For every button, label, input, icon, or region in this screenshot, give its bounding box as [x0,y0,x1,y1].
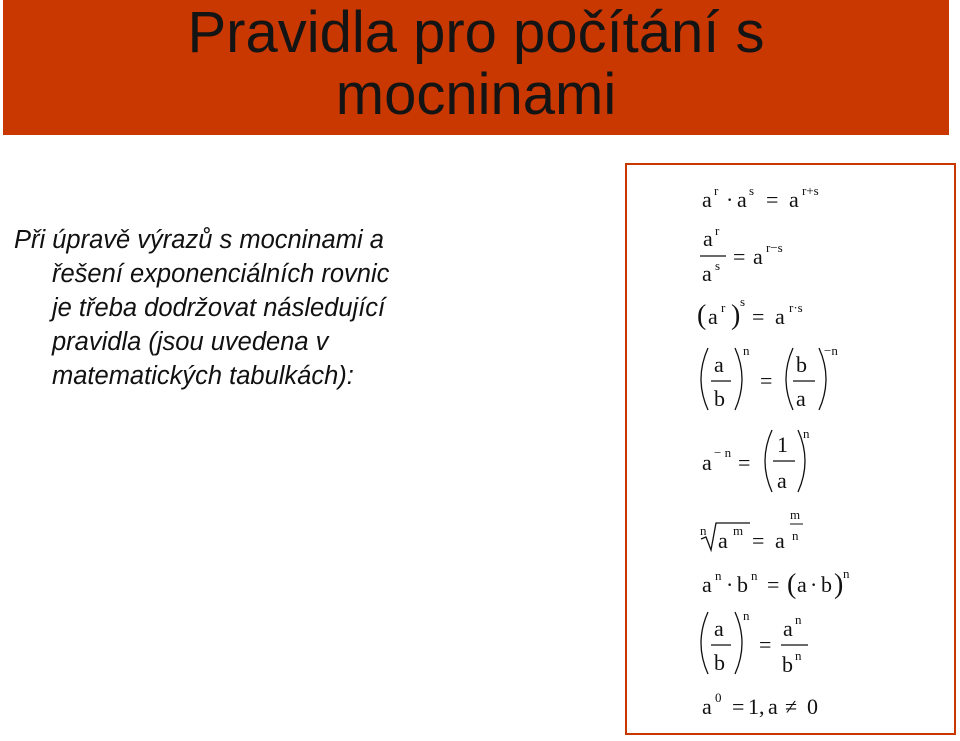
intro-line: matematických tabulkách): [52,362,354,390]
exponent: s [740,294,746,309]
equals-sign: = [738,450,751,475]
base: a [775,528,785,553]
rule-negative-exponent [702,426,810,493]
slide-title [3,0,949,137]
dot-operator: · [726,187,734,212]
exponent: n [743,343,750,358]
denominator: a [702,261,712,286]
base: a [702,694,712,719]
dot-operator: · [810,572,818,597]
denominator: b [782,652,793,677]
equals-sign: = [767,572,780,597]
intro-line: řešení exponenciálních rovnic [52,260,390,288]
numerator: a [783,616,793,641]
denominator: b [714,386,725,411]
right-paren: ) [834,569,844,600]
base: a [702,572,712,597]
exponent: m [733,523,744,538]
base: b [737,572,748,597]
base: a [797,572,807,597]
base: a [789,187,799,212]
root-index: n [700,523,707,538]
rule-root-as-power [700,507,803,553]
numerator: a [714,352,724,377]
exponent: r [721,300,726,315]
intro-line: je třeba dodržovat následující [52,294,386,322]
base: a [753,244,763,269]
rule-fraction-power [701,608,808,677]
numerator: 1 [777,432,788,457]
intro-line: Při úpravě výrazů s mocninami a [14,226,384,254]
rule-product-of-powers [702,183,819,212]
left-paren [701,612,708,674]
intro-line: pravidla (jsou uvedena v [52,328,329,356]
exponent: n [843,566,850,581]
not-equal-sign: ≠ [785,694,798,719]
formula-list [627,165,958,737]
exponent: r [714,183,719,198]
title-line-2: mocninami [335,62,617,127]
right-paren: ) [731,300,741,331]
numerator: a [714,616,724,641]
equals-sign: = [752,304,765,329]
rule-negative-exponent-fraction [701,343,838,411]
rule-product-same-exponent [702,566,850,600]
exponent: − n [714,445,732,460]
exponent: r·s [789,300,803,315]
dot-operator: · [726,572,734,597]
exponent: s [749,183,755,198]
exponent-denominator: n [792,528,799,543]
numerator: a [703,226,713,251]
equals-sign: = [733,244,746,269]
intro-text [14,223,434,393]
exponent: n [715,568,722,583]
title-line-1: Pravidla pro počítání s [187,0,765,65]
exponent: n [795,648,802,663]
exponent-numerator: m [790,507,801,522]
denominator: b [714,650,725,675]
left-paren [786,348,793,410]
left-paren: ( [787,569,797,600]
exponent: 0 [715,690,722,705]
equals-sign: = [759,632,772,657]
exponent: n [751,568,758,583]
exponent: n [743,608,750,623]
exponent: r−s [766,240,783,255]
numerator: b [796,352,807,377]
base: a [775,304,785,329]
base: a [718,528,728,553]
rule-power-of-power [697,294,803,331]
equals-sign: = [760,368,773,393]
rule-zero-exponent [702,690,818,719]
exponent: −n [824,343,838,358]
formula-box [625,163,956,735]
left-paren [765,430,772,492]
exponent: n [795,612,802,627]
right-paren [735,348,742,410]
exponent: s [715,258,721,273]
base: b [821,572,832,597]
exponent: r [715,223,720,238]
denominator: a [777,468,787,493]
base: a [702,450,712,475]
base: a [702,187,712,212]
equals-sign: = [766,187,779,212]
rule-quotient-of-powers [700,223,783,286]
right-paren [735,612,742,674]
equals-sign: = [752,528,765,553]
exponent: r+s [802,183,819,198]
base: a [768,694,778,719]
exponent: n [803,426,810,441]
value-zero: 0 [807,694,818,719]
left-paren [701,348,708,410]
left-paren: ( [697,300,707,331]
base: a [737,187,747,212]
base: a [708,304,718,329]
denominator: a [796,386,806,411]
equals-sign: = [732,694,745,719]
value-one: 1, [748,694,765,719]
